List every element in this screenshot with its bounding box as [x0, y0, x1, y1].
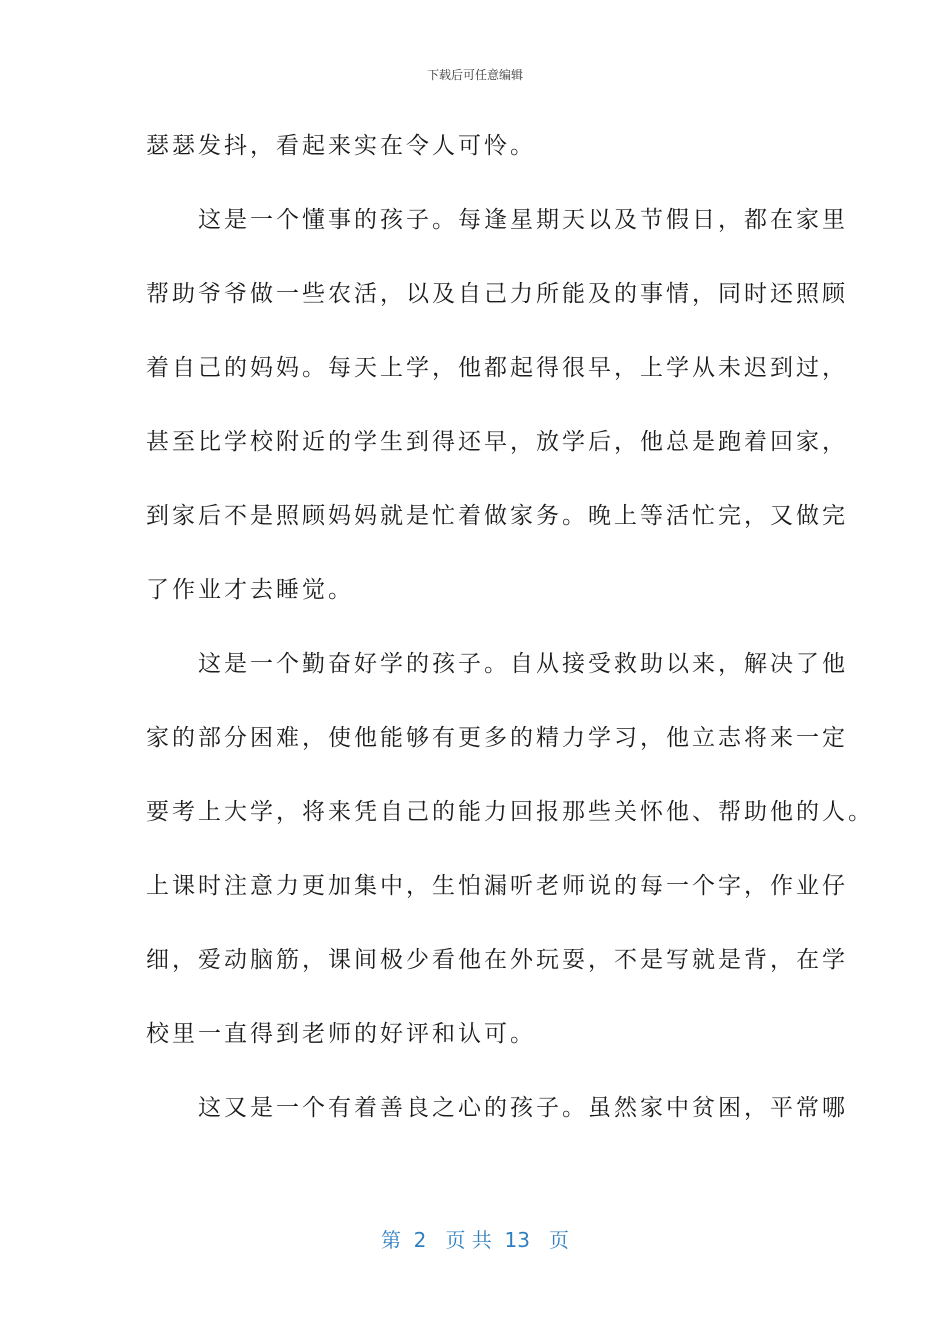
text-line: 瑟瑟发抖，看起来实在令人可怜。 — [146, 133, 536, 159]
text-line: 甚至比学校附近的学生到得还早，放学后，他总是跑着回家， — [146, 429, 848, 455]
text-line: 这又是一个有着善良之心的孩子。虽然家中贫困，平常哪 — [146, 1095, 848, 1121]
text-line: 这是一个懂事的孩子。每逢星期天以及节假日，都在家里 — [146, 207, 848, 233]
text-line: 上课时注意力更加集中，生怕漏听老师说的每一个字，作业仔 — [146, 873, 848, 899]
text-line: 细，爱动脑筋，课间极少看他在外玩耍，不是写就是背，在学 — [146, 947, 848, 973]
text-line: 到家后不是照顾妈妈就是忙着做家务。晚上等活忙完，又做完 — [146, 503, 848, 529]
text-line: 这是一个勤奋好学的孩子。自从接受救助以来，解决了他 — [146, 651, 848, 677]
text-line: 校里一直得到老师的好评和认可。 — [146, 1021, 536, 1047]
text-line: 帮助爷爷做一些农活，以及自己力所能及的事情，同时还照顾 — [146, 281, 848, 307]
text-line: 了作业才去睡觉。 — [146, 577, 354, 603]
text-line: 要考上大学，将来凭自己的能力回报那些关怀他、帮助他的人。 — [146, 799, 874, 825]
page-number-footer: 第 2 页 共 13 页 — [380, 1228, 570, 1252]
text-line: 着自己的妈妈。每天上学，他都起得很早，上学从未迟到过， — [146, 355, 848, 381]
text-line: 家的部分困难，使他能够有更多的精力学习，他立志将来一定 — [146, 725, 848, 751]
page-header-note: 下载后可任意编辑 — [426, 68, 523, 82]
